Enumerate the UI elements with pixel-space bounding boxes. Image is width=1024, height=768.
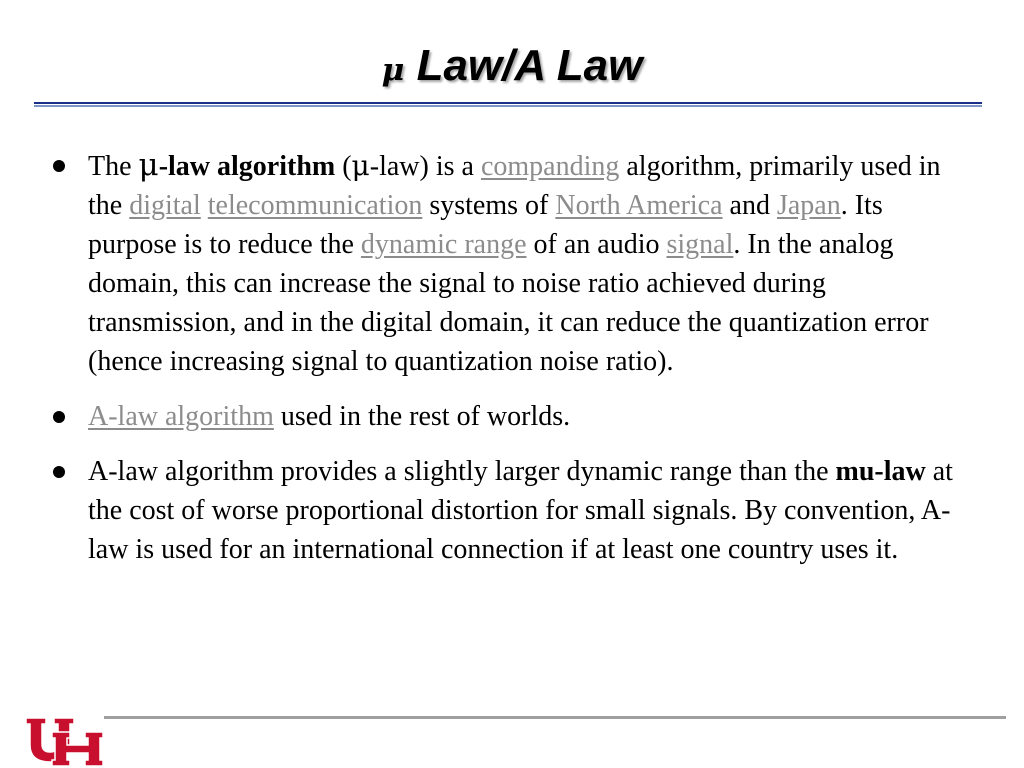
bold-term: mu-law bbox=[835, 456, 926, 487]
title-text: Law/A Law bbox=[404, 41, 643, 90]
bullet-dot bbox=[53, 160, 65, 172]
text: The bbox=[88, 151, 139, 182]
slide-title bbox=[0, 38, 1024, 98]
bullet-a-law bbox=[48, 397, 978, 436]
mu-symbol: μ bbox=[351, 149, 370, 182]
link-signal[interactable]: signal bbox=[666, 229, 734, 260]
text: of an audio bbox=[526, 229, 667, 260]
bold-term: -law algorithm bbox=[158, 151, 336, 182]
text: algorithm, primarily used in the bbox=[88, 151, 941, 221]
text: . Its purpose is to reduce the bbox=[88, 190, 883, 260]
link-japan[interactable]: Japan bbox=[776, 190, 841, 221]
text: -law) is a bbox=[369, 151, 481, 182]
footer-divider bbox=[104, 716, 1006, 719]
title-divider-dark bbox=[34, 102, 982, 104]
uh-logo-icon bbox=[24, 714, 104, 768]
link-companding[interactable]: companding bbox=[480, 151, 620, 182]
bullet-list bbox=[48, 146, 978, 585]
mu-symbol: μ bbox=[138, 147, 159, 183]
text: used in the rest of worlds. bbox=[273, 401, 571, 432]
bullet-dot bbox=[53, 466, 65, 478]
text: and bbox=[722, 190, 777, 221]
bullet-mu-law bbox=[48, 146, 978, 381]
bullet-dot bbox=[53, 411, 65, 423]
link-dynamic-range[interactable]: dynamic range bbox=[360, 229, 527, 260]
link-north-america[interactable]: North America bbox=[555, 190, 723, 221]
link-telecommunication[interactable]: telecommunication bbox=[207, 190, 423, 221]
text: . In the analog domain, this can increase the signal to noise ratio achieved during transmission, and in the digital domain, it can reduce the quantization error (hence increasing signal to quantization noise ratio). bbox=[88, 229, 929, 377]
link-a-law-algorithm[interactable]: A-law algorithm bbox=[88, 401, 274, 432]
text: A-law algorithm provides a slightly larger dynamic range than the bbox=[88, 456, 836, 487]
bullet-comparison bbox=[48, 452, 978, 569]
title-divider bbox=[34, 102, 982, 109]
text bbox=[201, 190, 208, 221]
title-divider-light bbox=[34, 105, 982, 107]
mu-symbol: μ bbox=[381, 52, 405, 88]
text: ( bbox=[335, 151, 352, 182]
link-digital[interactable]: digital bbox=[129, 190, 201, 221]
text: systems of bbox=[422, 190, 556, 221]
text: at the cost of worse proportional distortion for small signals. By convention, A-law is used for an international connection if at least one country uses it. bbox=[88, 456, 953, 565]
